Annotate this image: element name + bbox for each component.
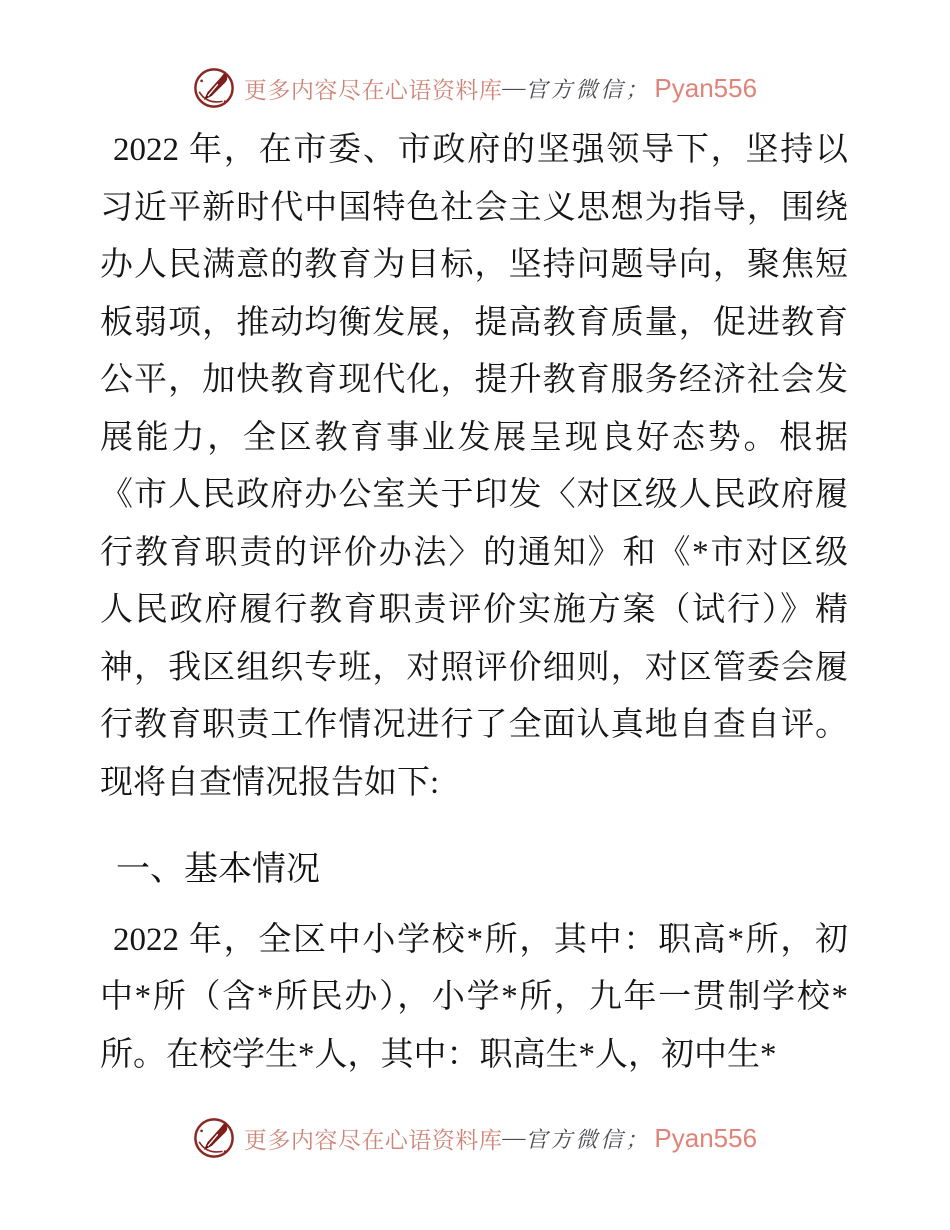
watermark-official-label: 官方微信； <box>525 76 651 102</box>
pen-swan-emblem-icon <box>193 1115 235 1161</box>
text-line: 《市人民政府办公室关于印发〈对区级人民政府履 <box>100 477 848 513</box>
paragraph-basic-info <box>100 912 848 1085</box>
text-line: 所。在校学生*人，其中：职高生*人，初中生* <box>100 1036 777 1073</box>
text-line: 习近平新时代中国特色社会主义思想为指导，围绕 <box>100 189 848 226</box>
document-body <box>100 122 848 1084</box>
text-line: 中*所（含*所民办），小学*所，九年一贯制学校* <box>100 979 848 1015</box>
watermark-dash: — <box>502 75 526 100</box>
text-line: 办人民满意的教育为目标，坚持问题导向，聚焦短 <box>100 247 848 283</box>
text-line: 行教育职责工作情况进行了全面认真地自查自评。 <box>100 707 848 743</box>
text-line: 公平，加快教育现代化，提升教育服务经济社会发 <box>100 362 848 398</box>
text-line: 现将自查情况报告如下: <box>100 764 440 801</box>
watermark-wechat-id: Pyan556 <box>654 72 758 103</box>
section-heading-1: 一、基本情况 <box>116 851 320 888</box>
pen-swan-emblem-icon <box>193 65 235 111</box>
watermark-footer <box>0 1114 950 1162</box>
text-line: 人民政府履行教育职责评价实施方案（试行）》精 <box>100 592 848 628</box>
text-line: 2022 年，全区中小学校*所，其中：职高*所，初 <box>113 921 848 958</box>
paragraph-intro <box>100 122 848 812</box>
text-line: 展能力，全区教育事业发展呈现良好态势。根据 <box>100 419 848 456</box>
text-line: 神，我区组织专班，对照评价细则，对区管委会履 <box>100 649 848 686</box>
text-line: 2022 年，在市委、市政府的坚强领导下，坚持以 <box>113 132 848 168</box>
watermark-wechat-id: Pyan556 <box>654 1122 758 1153</box>
watermark-official-label: 官方微信； <box>525 1126 651 1152</box>
watermark-header <box>0 64 950 112</box>
text-line: 行教育职责的评价办法〉的通知》和《*市对区级 <box>100 534 848 571</box>
text-line: 板弱项，推动均衡发展，提高教育质量，促进教育 <box>100 304 848 341</box>
watermark-brand-text: 更多内容尽在心语资料库 <box>243 77 503 103</box>
watermark-dash: — <box>502 1125 526 1150</box>
watermark-brand-text: 更多内容尽在心语资料库 <box>243 1127 503 1153</box>
